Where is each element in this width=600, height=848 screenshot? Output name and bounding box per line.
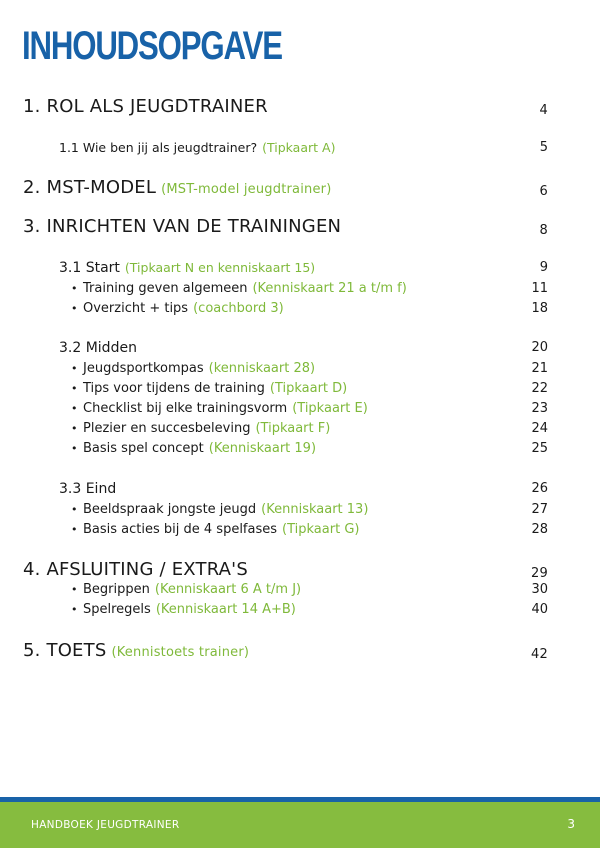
toc-label: Overzicht + tips <box>83 301 189 316</box>
toc-label: Checklist bij elke trainingsvorm <box>83 401 288 416</box>
toc-page-number: 8 <box>539 223 548 238</box>
toc-label: Begrippen <box>83 582 150 597</box>
toc-label: Beeldspraak jongste jeugd <box>83 502 257 517</box>
toc-page-number: 42 <box>531 647 548 662</box>
toc-label: 4. AFSLUITING / EXTRA'S <box>23 559 248 580</box>
bullet-icon: • <box>71 282 78 295</box>
toc-entry-3-3[interactable] <box>0 481 600 497</box>
toc-page-number: 26 <box>531 481 548 496</box>
toc-page-number: 11 <box>531 281 548 296</box>
toc-label: 3.2 Midden <box>59 340 137 356</box>
toc-reference: (Kenniskaart 6 A t/m J) <box>154 582 302 597</box>
toc-entry-chapter-3[interactable] <box>0 216 600 237</box>
toc-entry-3-3-b[interactable] <box>0 522 600 537</box>
toc-page-number: 29 <box>531 566 548 581</box>
toc-page-number: 22 <box>531 381 548 396</box>
toc-reference: (kenniskaart 28) <box>208 361 316 376</box>
toc-page-number: 20 <box>531 340 548 355</box>
bullet-icon: • <box>71 422 78 435</box>
page-title: INHOUDSOPGAVE <box>22 24 282 68</box>
toc-label: 3.3 Eind <box>59 481 117 497</box>
toc-label: Spelregels <box>83 602 151 617</box>
toc-reference: (MST-model jeugdtrainer) <box>161 182 332 197</box>
toc-label: Plezier en succesbeleving <box>83 421 251 436</box>
toc-reference: (coachbord 3) <box>193 301 284 316</box>
toc-label: Jeugdsportkompas <box>83 361 204 376</box>
bullet-icon: • <box>71 603 78 616</box>
toc-label: 5. TOETS <box>23 640 107 661</box>
toc-reference: (Tipkaart F) <box>255 421 331 436</box>
toc-page-number: 6 <box>539 184 548 199</box>
toc-page-number: 40 <box>531 602 548 617</box>
toc-label: 2. MST-MODEL <box>23 177 157 198</box>
toc-reference: (Kennistoets trainer) <box>111 645 250 660</box>
toc-entry-3-2-c[interactable] <box>0 401 600 416</box>
toc-entry-3-2-a[interactable] <box>0 361 600 376</box>
toc-page-number: 30 <box>531 582 548 597</box>
bullet-icon: • <box>71 583 78 596</box>
toc-label: Tips voor tijdens de training <box>83 381 265 396</box>
toc-reference: (Tipkaart E) <box>292 401 368 416</box>
toc-label: Basis spel concept <box>83 441 204 456</box>
toc-label: 3. INRICHTEN VAN DE TRAININGEN <box>23 216 342 237</box>
bullet-icon: • <box>71 302 78 315</box>
footer-page-number: 3 <box>567 817 575 831</box>
toc-label: 3.1 Start <box>59 260 120 276</box>
toc-entry-4-b[interactable] <box>0 602 600 617</box>
toc-entry-chapter-4[interactable] <box>0 559 600 580</box>
toc-label: 1. ROL ALS JEUGDTRAINER <box>23 96 268 117</box>
toc-entry-1-1[interactable] <box>0 140 600 155</box>
bullet-icon: • <box>71 362 78 375</box>
toc-page-number: 18 <box>531 301 548 316</box>
toc-entry-4-a[interactable] <box>0 582 600 597</box>
toc-entry-chapter-1[interactable] <box>0 96 600 117</box>
toc-reference: (Kenniskaart 14 A+B) <box>155 602 296 617</box>
toc-reference: (Tipkaart N en kenniskaart 15) <box>124 260 316 275</box>
toc-reference: (Tipkaart G) <box>282 522 360 537</box>
toc-page-number: 9 <box>539 260 548 275</box>
bullet-icon: • <box>71 523 78 536</box>
bullet-icon: • <box>71 402 78 415</box>
toc-page-number: 25 <box>531 441 548 456</box>
toc-page-number: 23 <box>531 401 548 416</box>
toc-page-number: 4 <box>539 103 548 118</box>
toc-reference: (Kenniskaart 21 a t/m f) <box>252 281 407 296</box>
toc-page-number: 28 <box>531 522 548 537</box>
toc-entry-3-3-a[interactable] <box>0 502 600 517</box>
toc-entry-chapter-2[interactable] <box>0 177 600 198</box>
toc-entry-3-1-a[interactable] <box>0 281 600 296</box>
toc-entry-chapter-5[interactable] <box>0 640 600 661</box>
toc-page-number: 21 <box>531 361 548 376</box>
toc-entry-3-2-d[interactable] <box>0 421 600 436</box>
toc-reference: (Kenniskaart 19) <box>208 441 317 456</box>
toc-reference: (Tipkaart D) <box>269 381 348 396</box>
toc-label: Basis acties bij de 4 spelfases <box>83 522 278 537</box>
toc-entry-3-2[interactable] <box>0 340 600 356</box>
toc-page-number: 5 <box>539 140 548 155</box>
toc-label: Training geven algemeen <box>83 281 248 296</box>
page-footer <box>0 802 600 848</box>
toc-page-number: 24 <box>531 421 548 436</box>
toc-entry-3-1[interactable] <box>0 260 600 276</box>
bullet-icon: • <box>71 442 78 455</box>
toc-label: 1.1 Wie ben jij als jeugdtrainer? <box>59 140 258 155</box>
bullet-icon: • <box>71 382 78 395</box>
bullet-icon: • <box>71 503 78 516</box>
toc-reference: (Tipkaart A) <box>262 140 336 155</box>
toc-reference: (Kenniskaart 13) <box>261 502 369 517</box>
toc-entry-3-2-e[interactable] <box>0 441 600 456</box>
footer-title: HANDBOEK JEUGDTRAINER <box>31 819 180 831</box>
toc-entry-3-1-b[interactable] <box>0 301 600 316</box>
toc-entry-3-2-b[interactable] <box>0 381 600 396</box>
toc-page-number: 27 <box>531 502 548 517</box>
